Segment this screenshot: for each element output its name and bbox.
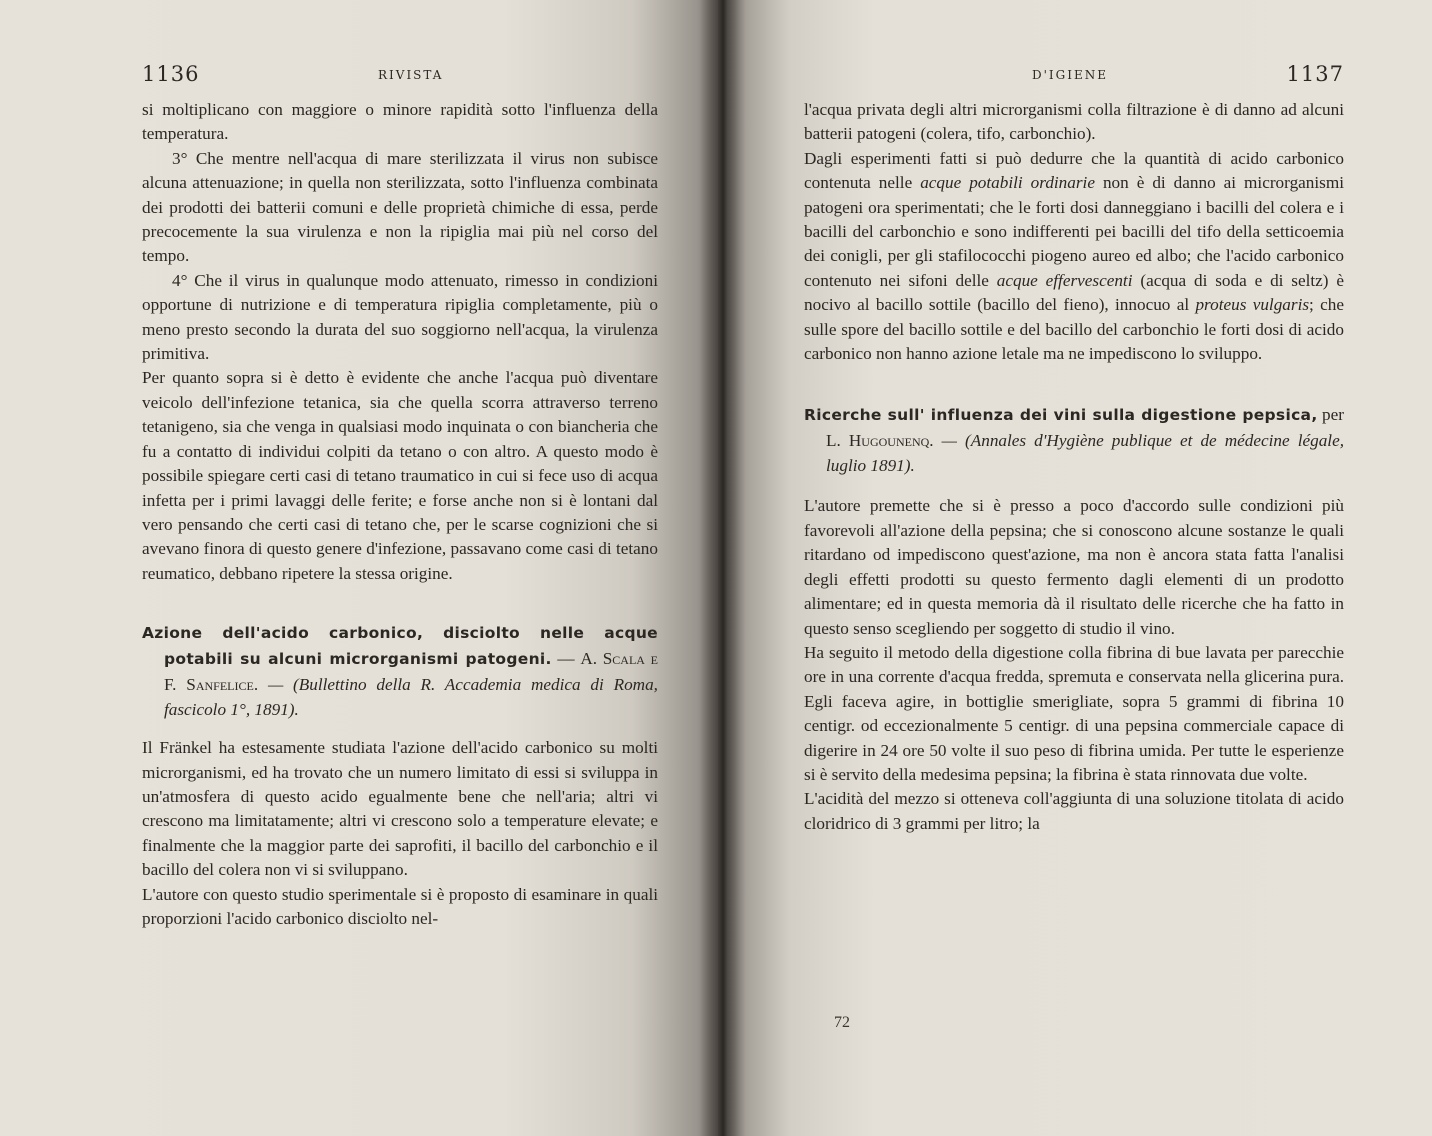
article-source: — (Annales d'Hygiène publique et de médecine légale, luglio 1891). (826, 431, 1344, 476)
right-body-text (804, 98, 1344, 836)
article-heading (804, 402, 1344, 478)
italic-run: acque effervescenti (996, 270, 1133, 290)
article-source: — (Bullettino della R. Accademia medica di Roma, fascicolo 1°, 1891). (164, 675, 658, 720)
paragraph: si moltiplicano con maggiore o minore rapidità sotto l'influenza della temperatura. (142, 100, 658, 144)
article-author: A. Scala e F. Sanfelice. (164, 649, 659, 695)
paragraph: 4° Che il virus in qualunque modo attenuato, rimesso in condizioni opportune di nutrizione e di temperatura ripiglia completamente, più o meno presto secondo la durata del suo soggiorno nell'acqua, la virulenza primitiva. (142, 270, 658, 364)
paragraph: L'autore con questo studio sperimentale si è proposto di esaminare in quali proporzioni l'acido carbonico disciolto nel- (142, 884, 658, 928)
dash: — (551, 649, 581, 669)
right-running-head (804, 62, 1344, 90)
left-body-text (142, 98, 658, 931)
text-run: ; che sulle spore del bacillo sottile e del bacillo del carbonchio le forti dosi di acido carbonico non hanno azione letale ma ne impediscono lo sviluppo. (804, 295, 1344, 364)
printer-signature: 72 (834, 1014, 850, 1031)
article-author: L. Hugounenq. (826, 431, 934, 451)
right-page (718, 0, 1432, 1136)
per-text: per (1317, 405, 1344, 425)
italic-run: proteus vulgaris (1195, 295, 1310, 315)
paragraph (804, 147, 1344, 367)
paragraph: Il Fränkel ha estesamente studiata l'azione dell'acido carbonico su molti microrganismi, ed ha trovato che un numero limitato di essi si sviluppa in un'atmosfera di questo acido egualmente bene che nell'aria; altri vi crescono ma limitatamente; altri vi crescono solo a temperature elevate; e finalmente che la maggior parte dei saprofiti, il bacillo del carbonchio e il bacillo del colera non vi si sviluppano. (142, 738, 658, 880)
article-title: Azione dell'acido carbonico, disciolto nelle acque potabili su alcuni microrganismi patogeni. (142, 624, 658, 669)
text-run: Dagli esperimenti fatti si può dedurre che la quantità di acido carbonico contenuta nelle (804, 148, 1344, 193)
text-run: non è di danno ai microrganismi patogeni ora sperimentati; che le forti dosi danneggiano i bacilli del colera e i bacilli del carbonchio e sono indifferenti pei bacilli del tifo della setticoemia dei conigli, per gli stafilococchi piogeno aureo ed albo; che l'acido carbonico contenuto nei sifoni delle (804, 173, 1344, 290)
paragraph: L'autore premette che si è presso a poco d'accordo sulle condizioni più favorevoli all'azione della pepsina; che si conoscono alcune sostanze le quali ritardano od impediscono quest'azione, ma non è ancora stata fatta l'analisi degli effetti prodotti su questo fermento dagli elementi di un prodotto alimentare; ed in questa memoria dà il risultato delle ricerche che ha fatto in questo senso scegliendo per soggetto di studio il vino. (804, 496, 1344, 638)
left-page-number: 1136 (142, 62, 200, 86)
italic-run: acque potabili ordinarie (920, 173, 1095, 193)
left-running-title: RIVISTA (378, 68, 444, 82)
paragraph: 3° Che mentre nell'acqua di mare sterilizzata il virus non subisce alcuna attenuazione; in quella non sterilizzata, sotto l'influenza combinata dei prodotti dei batterii comuni e delle proprietà chimiche di essa, perde precocemente la sua virulenza e non la ripiglia mai più nel corso del tempo. (142, 148, 658, 266)
article-heading (142, 620, 658, 722)
paragraph: l'acqua privata degli altri microrganismi colla filtrazione è di danno ad alcuni batterii patogeni (colera, tifo, carbonchio). (804, 100, 1344, 144)
paragraph: Per quanto sopra si è detto è evidente che anche l'acqua può diventare veicolo dell'infezione tetanica, sia che quella scorra attraverso terreno tetanigeno, sia che venga in qualsiasi modo inquinata o con biancheria che fu a contatto di individui colpiti da tetano o con altro. A questo modo è possibile spiegare certi casi di tetano traumatico in cui si fece uso di acqua infetta per i primi lavaggi delle ferite; e forse anche non si è lontani dal vero pensando che certi casi di tetano che, per le scarse cognizioni che si avevano finora di questo genere d'infezione, passavano come casi di tetano reumatico, debbano ripetere la stessa origine. (142, 368, 658, 583)
right-running-title: D'IGIENE (1032, 68, 1109, 82)
paragraph: L'acidità del mezzo si otteneva coll'aggiunta di una soluzione titolata di acido cloridrico di 3 grammi per litro; la (804, 789, 1344, 833)
paragraph: Ha seguito il metodo della digestione colla fibrina di bue lavata per parecchie ore in una corrente d'acqua fredda, spremuta e conservata nella glicerina pura. Egli faceva agire, in bottiglie smerigliate, sopra 5 grammi di fibrina 10 centigr. od eccezionalmente 5 centigr. di una pepsina commerciale capace di digerire in 24 ore 50 volte il suo peso di fibrina umida. Per tutte le esperienze si è servito della medesima pepsina; la fibrina è stata rinnovata due volte. (804, 642, 1344, 784)
left-running-head (142, 62, 658, 90)
text-run: (acqua di soda e di seltz) è nocivo al bacillo sottile (bacillo del fieno), innocuo al (804, 270, 1344, 315)
right-page-number: 1137 (1286, 62, 1344, 86)
article-title: Ricerche sull' influenza dei vini sulla digestione pepsica, (804, 406, 1318, 425)
